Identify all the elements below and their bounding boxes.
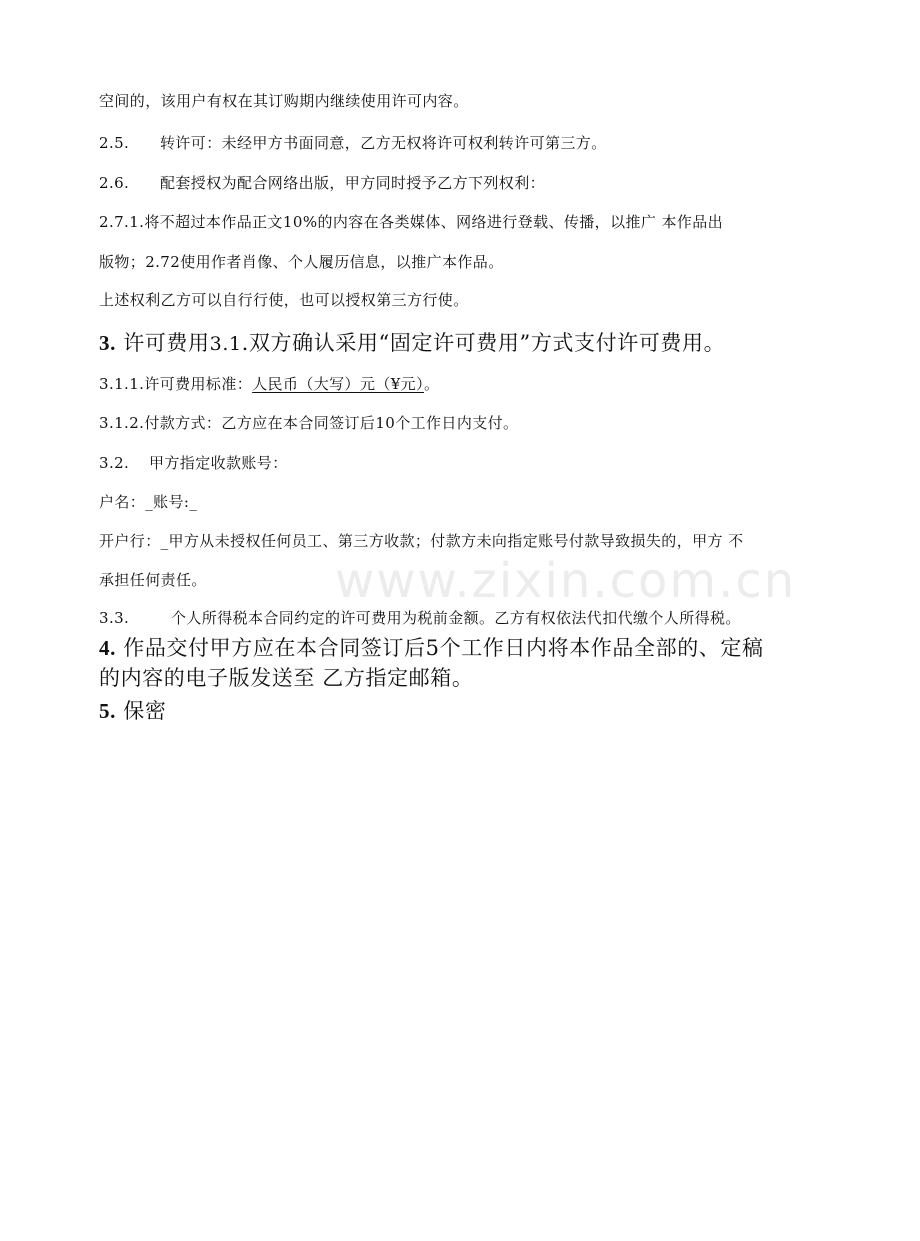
- clause-3-2: [99, 453, 288, 473]
- section-number: 3.: [99, 331, 116, 355]
- clause-number: 3.2.: [99, 454, 130, 472]
- clause-text: 配套授权为配合网络出版，甲方同时授予乙方下列权利：: [160, 174, 546, 192]
- account-line: [99, 492, 197, 512]
- clause-number: 3.3.: [99, 609, 130, 627]
- section-number: 5.: [99, 699, 116, 723]
- clause-2-6: [99, 173, 545, 193]
- clause-number: 3.1: [209, 333, 242, 355]
- section-number: 4.: [99, 636, 116, 660]
- bank-line: [99, 531, 743, 551]
- section-heading-4: [99, 634, 764, 662]
- paragraph-line: [99, 252, 504, 272]
- line-text: 空间的，该用户有权在其订购期内继续使用许可内容。: [99, 92, 469, 110]
- line-text: 开户行：_甲方从未授权任何员工、第三方收款；付款方未向指定账号付款导致损失的，甲方 不: [99, 532, 744, 550]
- clause-3-1-2: [99, 413, 518, 433]
- clause-2-5: [99, 133, 607, 153]
- clause-text: 甲方指定收款账号：: [149, 454, 288, 472]
- section-text: 作品交付甲方应在本合同签订后5个工作日内将本作品全部的、定稿: [123, 636, 764, 660]
- clause-2-7-1: [99, 212, 723, 232]
- section-text: .双方确认采用“固定许可费用”方式支付许可费用。: [241, 331, 726, 355]
- section-title: 保密: [123, 699, 167, 723]
- clause-text: 2.7.1.将不超过本作品正文10%的内容在各类媒体、网络进行登载、传播，以推广 本作品出: [99, 213, 724, 231]
- paragraph-line: [99, 570, 207, 590]
- clause-text: 3.1.2.付款方式：乙方应在本合同签订后10个工作日内支付。: [99, 414, 519, 432]
- watermark: www.zixin.com.cn: [335, 553, 797, 609]
- clause-3-1-1: [99, 374, 439, 394]
- line-text: 上述权利乙方可以自行行使，也可以授权第三方行使。: [99, 291, 469, 309]
- section-heading-5: [99, 697, 166, 725]
- clause-text: 转许可：未经甲方书面同意，乙方无权将许可权利转许可第三方。: [160, 134, 607, 152]
- paragraph-line: [99, 290, 469, 310]
- fee-standard-blank: 人民币（大写）元（¥元）: [252, 375, 424, 393]
- clause-text: 3.1.1.许可费用标准：: [99, 375, 253, 393]
- clause-text-end: 。: [424, 375, 440, 393]
- clause-number: 2.5.: [99, 134, 130, 152]
- paragraph-line: [99, 91, 469, 111]
- line-text: 承担任何责任。: [99, 571, 207, 589]
- clause-number: 2.6.: [99, 174, 130, 192]
- clause-text: 个人所得税本合同约定的许可费用为税前金额。乙方有权依法代扣代缴个人所得税。: [171, 609, 741, 627]
- line-text: 户名：_账号:_: [99, 493, 198, 511]
- section-heading-4-cont: [99, 664, 473, 692]
- section-text: 的内容的电子版发送至 乙方指定邮箱。: [99, 666, 474, 690]
- clause-3-3: [99, 608, 741, 628]
- section-heading-3: [99, 329, 725, 358]
- section-title: 许可费用: [123, 331, 210, 355]
- line-text: 版物；2.72使用作者肖像、个人履历信息，以推广本作品。: [99, 253, 504, 271]
